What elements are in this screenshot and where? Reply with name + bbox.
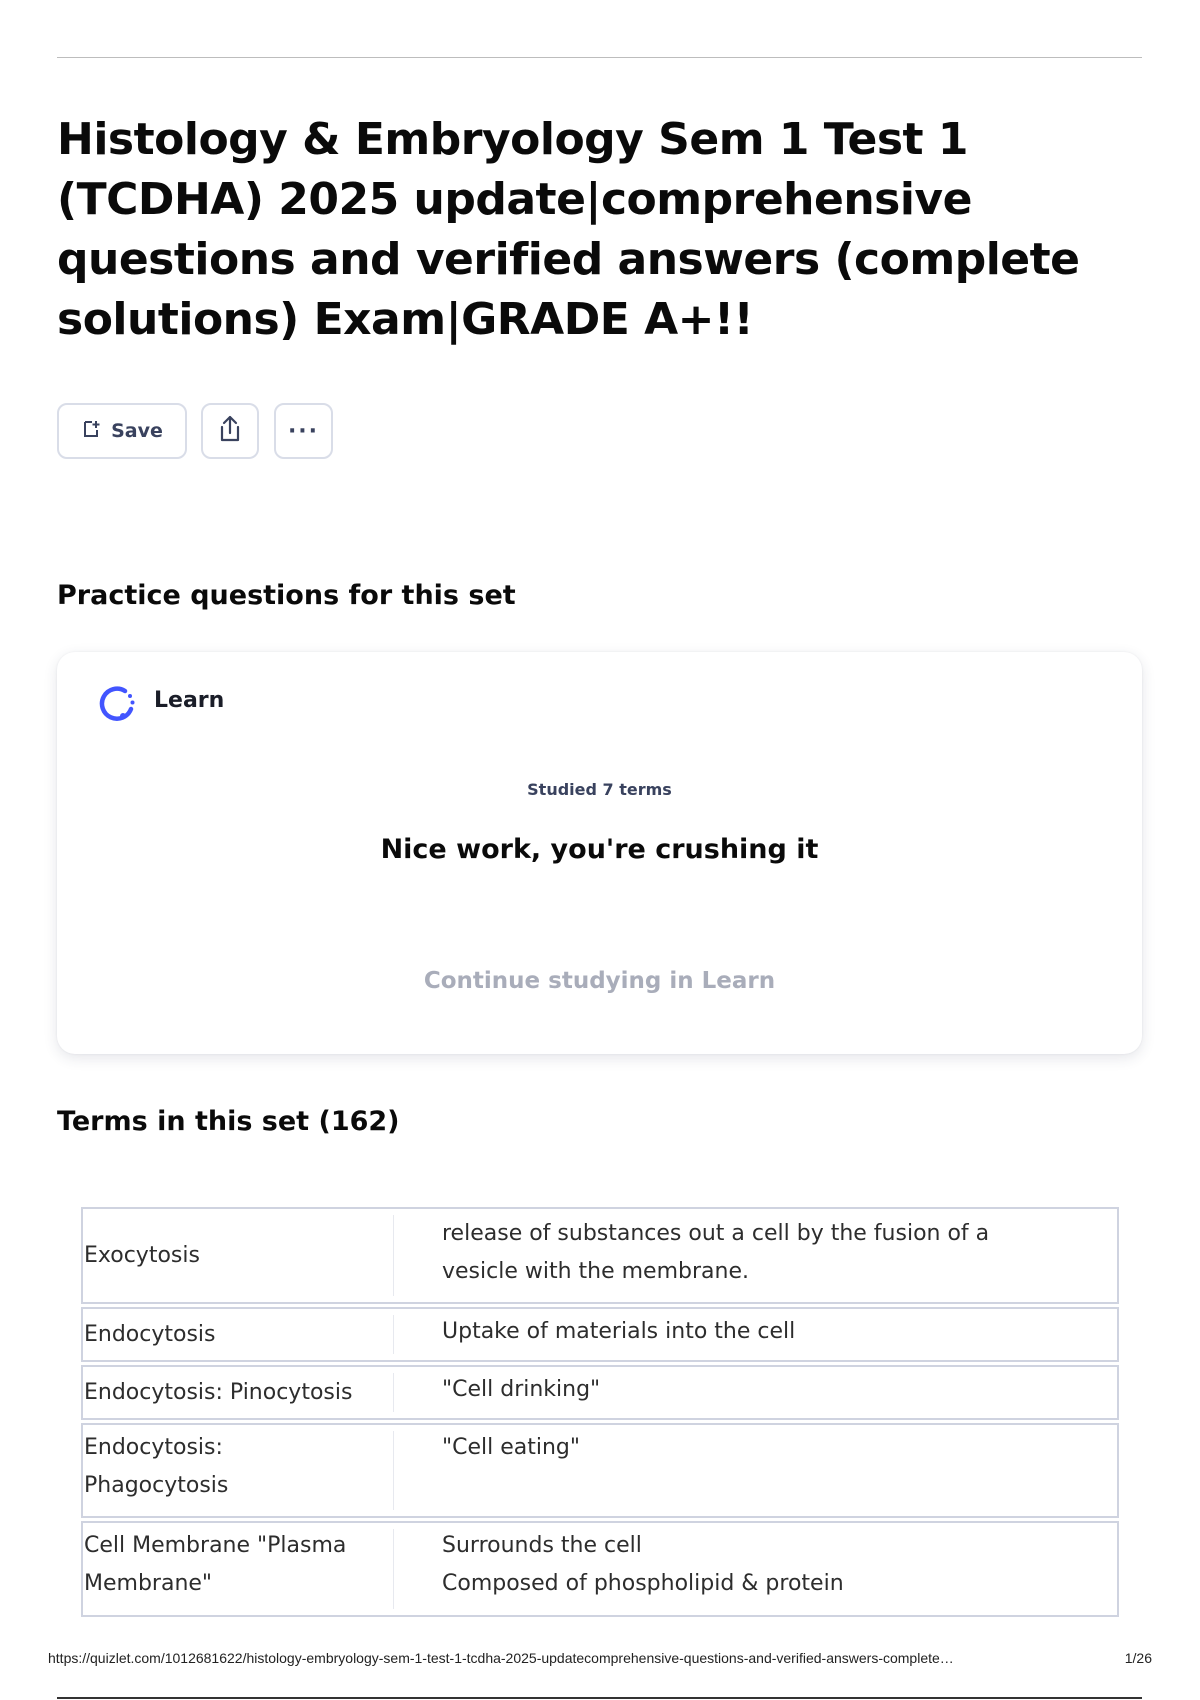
praise-message: Nice work, you're crushing it: [380, 834, 819, 865]
term-row: [81, 1207, 1119, 1304]
save-icon: [81, 419, 101, 443]
learn-card-title: Learn: [154, 688, 225, 713]
definition-cell: "Cell drinking": [442, 1377, 601, 1402]
print-url: https://quizlet.com/1012681622/histology-embryology-sem-1-test-1-tcdha-2025-updatecomprehensive-questions-and-verified-answers-complete…: [48, 1650, 954, 1666]
term-cell: Endocytosis: Pinocytosis: [84, 1379, 353, 1405]
term-cell: Endocytosis: Phagocytosis: [84, 1435, 229, 1498]
term-row: [81, 1423, 1119, 1518]
term-row: [81, 1365, 1119, 1420]
term-cell: Exocytosis: [84, 1242, 200, 1268]
header-divider: [57, 57, 1142, 58]
page-number: 1/26: [1124, 1650, 1152, 1666]
term-row: [81, 1521, 1119, 1617]
term-cell: Cell Membrane "Plasma Membrane": [84, 1533, 347, 1596]
save-button-label: Save: [111, 420, 163, 442]
save-button[interactable]: [57, 403, 187, 459]
terms-table: [81, 1207, 1119, 1620]
footer-divider: [57, 1697, 1142, 1699]
learn-progress-icon: [95, 682, 139, 726]
learn-card: [57, 652, 1142, 1054]
terms-heading: Terms in this set (162): [57, 1106, 400, 1137]
term-row: [81, 1307, 1119, 1362]
definition-cell: release of substances out a cell by the fusion of a vesicle with the membrane.: [442, 1221, 990, 1284]
studied-count: Studied 7 terms: [527, 780, 672, 799]
more-icon: ···: [287, 418, 320, 444]
definition-cell: Uptake of materials into the cell: [442, 1319, 796, 1344]
practice-heading: Practice questions for this set: [57, 580, 516, 611]
definition-cell: Surrounds the cell Composed of phospholipid & protein: [442, 1533, 844, 1596]
share-icon: [216, 414, 244, 448]
definition-cell: "Cell eating": [442, 1435, 581, 1460]
continue-learn-link[interactable]: Continue studying in Learn: [423, 968, 776, 994]
more-options-button[interactable]: [274, 403, 333, 459]
share-button[interactable]: [201, 403, 259, 459]
term-cell: Endocytosis: [84, 1321, 216, 1347]
page-title: Histology & Embryology Sem 1 Test 1 (TCDHA) 2025 update|comprehensive questions and verified answers (complete solutions) Exam|GRADE A+!!: [57, 114, 1080, 345]
